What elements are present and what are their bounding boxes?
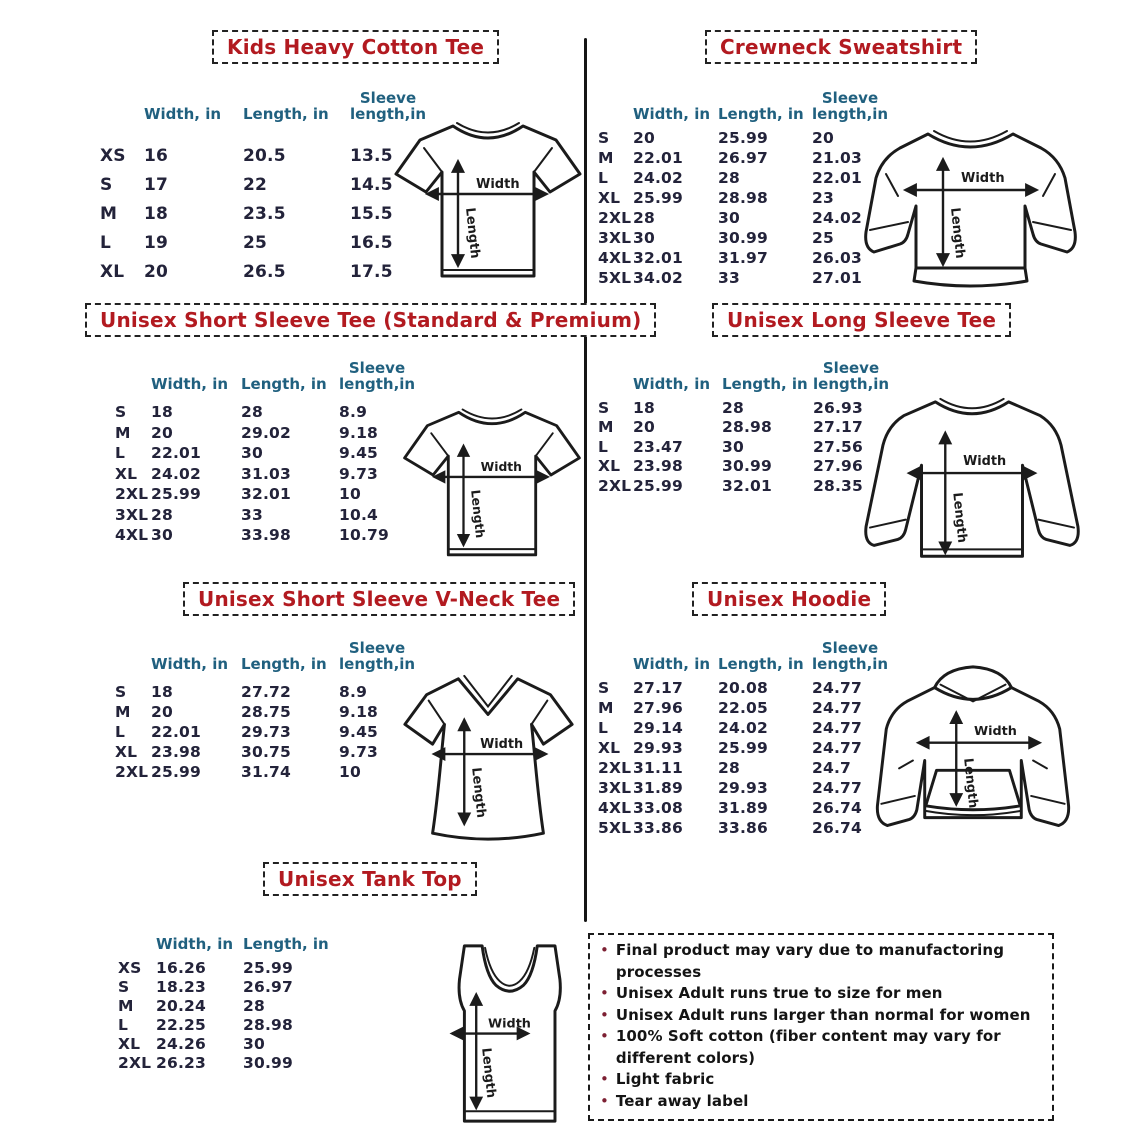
- cell-value: 20: [144, 261, 169, 282]
- table-row: [115, 443, 419, 464]
- width-arrow-label: Width: [961, 171, 1005, 186]
- size-label: S: [118, 977, 130, 996]
- size-label: 2XL: [115, 763, 149, 781]
- cell-value: 33.98: [241, 526, 292, 545]
- cell-value: 23.5: [243, 203, 286, 224]
- table-row: [115, 702, 419, 722]
- cell-value: 18: [144, 203, 169, 224]
- cell-value: 30: [722, 437, 744, 456]
- column-header: Width, in: [156, 935, 234, 953]
- cell-value: 25.99: [243, 958, 294, 977]
- column-header: Length, in: [718, 105, 804, 123]
- table-row: [598, 398, 898, 418]
- table-row: [598, 778, 897, 798]
- cell-value: 26.97: [718, 149, 769, 167]
- cell-value: 19: [144, 232, 169, 253]
- cell-value: 26.93: [813, 398, 864, 417]
- size-label: XL: [598, 457, 621, 476]
- column-header: Length, in: [722, 375, 808, 393]
- cell-value: 16.26: [156, 958, 207, 977]
- size-label: L: [118, 1015, 129, 1034]
- table-row: [598, 168, 897, 188]
- table-row: [118, 996, 353, 1015]
- cell-value: 24.02: [633, 169, 684, 187]
- note-item: [600, 1005, 1042, 1027]
- cell-value: 14.5: [350, 174, 393, 195]
- hoodie-illustration: [868, 658, 1078, 860]
- size-label: S: [598, 398, 610, 417]
- table-row: [118, 1053, 353, 1072]
- size-label: L: [598, 719, 609, 737]
- cell-value: 30.99: [718, 229, 769, 247]
- cell-value: 26.5: [243, 261, 286, 282]
- cell-value: 25.99: [151, 485, 202, 504]
- size-label: XL: [118, 1034, 141, 1053]
- cell-value: 27.96: [813, 457, 864, 476]
- length-arrow-label: Length: [468, 766, 489, 819]
- size-label: S: [100, 174, 113, 195]
- column-header: Width, in: [633, 105, 711, 123]
- cell-value: 9.18: [339, 423, 379, 442]
- cell-value: 32.01: [633, 249, 684, 267]
- cell-value: 22.01: [633, 149, 684, 167]
- cell-value: 29.02: [241, 423, 292, 442]
- cell-value: 18.23: [156, 977, 207, 996]
- table-row: [118, 958, 353, 977]
- table-row: [115, 402, 419, 423]
- cell-value: 28: [151, 505, 173, 524]
- note-item: [600, 1091, 1042, 1113]
- table-row: [115, 742, 419, 762]
- table-row: [598, 188, 897, 208]
- cell-value: 28: [633, 209, 655, 227]
- table-row: [598, 437, 898, 457]
- cell-value: 25.99: [633, 189, 684, 207]
- cell-value: 33.08: [633, 799, 684, 817]
- cell-value: 33.86: [718, 819, 769, 837]
- cell-value: 24.77: [812, 779, 863, 797]
- size-label: XL: [598, 189, 621, 207]
- cell-value: 28: [241, 403, 263, 422]
- cell-value: 9.45: [339, 723, 379, 741]
- table-row: [598, 208, 897, 228]
- cell-value: 20: [633, 129, 655, 147]
- cell-value: 28: [722, 398, 744, 417]
- column-header: Length, in: [243, 105, 329, 123]
- bullet-icon: •: [600, 1091, 609, 1110]
- table-row: [598, 738, 897, 758]
- cell-value: 27.56: [813, 437, 864, 456]
- cell-value: 22.05: [718, 699, 769, 717]
- cell-value: 20: [633, 418, 655, 437]
- crewneck-illustration: [858, 116, 1083, 306]
- cell-value: 23: [812, 189, 834, 207]
- cell-value: 15.5: [350, 203, 393, 224]
- note-text: Unisex Adult runs true to size for men: [615, 984, 943, 1002]
- column-header: Length, in: [241, 375, 327, 393]
- cell-value: 24.02: [812, 209, 863, 227]
- note-text: 100% Soft cotton (fiber content may vary for different colors): [615, 1027, 1001, 1067]
- size-label: XS: [118, 958, 142, 977]
- cell-value: 33: [241, 505, 263, 524]
- cell-value: 9.73: [339, 464, 379, 483]
- width-arrow-label: Width: [963, 454, 1007, 470]
- cell-value: 31.97: [718, 249, 769, 267]
- table-row: [598, 248, 897, 268]
- column-header: Length, in: [241, 655, 327, 673]
- cell-value: 22.01: [151, 723, 202, 741]
- cell-value: 28.75: [241, 703, 292, 721]
- cell-value: 22.01: [151, 444, 202, 463]
- cell-value: 28: [718, 759, 740, 777]
- bullet-icon: •: [600, 1070, 609, 1088]
- size-label: 2XL: [598, 209, 632, 227]
- cell-value: 30: [633, 229, 655, 247]
- cell-value: 10: [339, 485, 361, 504]
- cell-value: 25.99: [151, 763, 202, 781]
- cell-value: 18: [151, 683, 173, 701]
- size-table-unisex-hoodie: [598, 632, 897, 838]
- section-title-crewneck-sweatshirt: Crewneck Sweatshirt: [705, 30, 977, 64]
- size-table-unisex-v-neck-tee: [115, 632, 419, 782]
- cell-value: 20.08: [718, 679, 769, 697]
- cell-value: 27.17: [813, 418, 864, 437]
- column-header: Width, in: [151, 655, 229, 673]
- note-item: [600, 983, 1042, 1005]
- table-row: [598, 228, 897, 248]
- cell-value: 30: [151, 526, 173, 545]
- table-row: [598, 818, 897, 838]
- cell-value: 32.01: [722, 476, 773, 495]
- column-header: Length, in: [243, 935, 329, 953]
- cell-value: 24.26: [156, 1034, 207, 1053]
- size-label: M: [118, 996, 134, 1015]
- bullet-icon: •: [600, 941, 609, 959]
- cell-value: 31.03: [241, 464, 292, 483]
- size-label: XL: [100, 261, 125, 282]
- table-row: [598, 457, 898, 477]
- cell-value: 27.17: [633, 679, 684, 697]
- cell-value: 25.99: [633, 476, 684, 495]
- cell-value: 16.5: [350, 232, 393, 253]
- cell-value: 28: [243, 996, 265, 1015]
- size-label: L: [598, 437, 609, 456]
- column-header: Sleeve length,in: [812, 639, 889, 673]
- cell-value: 9.73: [339, 743, 379, 761]
- cell-value: 26.23: [156, 1053, 207, 1072]
- cell-value: 28: [718, 169, 740, 187]
- cell-value: 31.89: [633, 779, 684, 797]
- table-row: [115, 505, 419, 526]
- bullet-icon: •: [600, 1027, 609, 1045]
- size-label: M: [598, 699, 614, 717]
- cell-value: 27.01: [812, 269, 863, 287]
- size-label: L: [100, 232, 112, 253]
- section-title-unisex-v-neck-tee: Unisex Short Sleeve V-Neck Tee: [183, 582, 575, 616]
- table-row: [118, 1034, 353, 1053]
- cell-value: 10.4: [339, 505, 379, 524]
- table-row: [115, 762, 419, 782]
- cell-value: 10: [339, 763, 361, 781]
- cell-value: 8.9: [339, 403, 368, 422]
- size-table-unisex-tank-top: [118, 912, 353, 1072]
- size-label: M: [115, 703, 131, 721]
- cell-value: 20: [151, 703, 173, 721]
- length-arrow-label: Length: [478, 1047, 499, 1099]
- length-arrow-label: Length: [949, 491, 970, 544]
- size-label: 2XL: [598, 476, 632, 495]
- cell-value: 9.45: [339, 444, 379, 463]
- table-row: [598, 476, 898, 496]
- width-arrow-label: Width: [476, 177, 520, 192]
- size-label: M: [598, 149, 614, 167]
- table-row: [118, 977, 353, 996]
- cell-value: 33.86: [633, 819, 684, 837]
- cell-value: 30.75: [241, 743, 292, 761]
- cell-value: 24.77: [812, 719, 863, 737]
- size-label: M: [598, 418, 614, 437]
- table-row: [598, 758, 897, 778]
- cell-value: 28.98: [722, 418, 773, 437]
- length-arrow-label: Length: [468, 489, 488, 539]
- table-row: [598, 128, 897, 148]
- column-header: Sleeve length,in: [339, 639, 416, 673]
- cell-value: 28.98: [718, 189, 769, 207]
- tank-top-illustration: [410, 938, 570, 1130]
- table-row: [598, 418, 898, 438]
- width-arrow-label: Width: [973, 723, 1017, 739]
- size-label: L: [115, 444, 126, 463]
- cell-value: 23.98: [633, 457, 684, 476]
- section-title-unisex-tank-top: Unisex Tank Top: [263, 862, 477, 896]
- cell-value: 23.98: [151, 743, 202, 761]
- size-label: XL: [115, 743, 138, 761]
- size-table-unisex-short-sleeve-tee: [115, 352, 419, 546]
- cell-value: 22.25: [156, 1015, 207, 1034]
- cell-value: 18: [633, 398, 655, 417]
- cell-value: 16: [144, 145, 169, 166]
- width-arrow-label: Width: [480, 737, 524, 753]
- cell-value: 26.74: [812, 799, 863, 817]
- cell-value: 34.02: [633, 269, 684, 287]
- cell-value: 27.72: [241, 683, 292, 701]
- cell-value: 30: [718, 209, 740, 227]
- column-header: Sleeve length,in: [813, 359, 890, 393]
- v-neck-tee-illustration: [396, 663, 581, 851]
- size-label: 3XL: [598, 229, 632, 247]
- section-title-unisex-hoodie: Unisex Hoodie: [692, 582, 886, 616]
- size-label: S: [598, 679, 610, 697]
- cell-value: 22.01: [812, 169, 863, 187]
- table-row: [115, 484, 419, 505]
- cell-value: 25: [243, 232, 268, 253]
- size-label: 4XL: [598, 249, 632, 267]
- cell-value: 26.97: [243, 977, 294, 996]
- length-arrow-label: Length: [462, 206, 483, 260]
- cell-value: 26.74: [812, 819, 863, 837]
- size-label: 2XL: [598, 759, 632, 777]
- size-label: M: [100, 203, 118, 224]
- tee-illustration: [388, 110, 588, 295]
- cell-value: 8.9: [339, 683, 368, 701]
- size-label: L: [115, 723, 126, 741]
- table-row: [598, 148, 897, 168]
- size-label: XS: [100, 145, 126, 166]
- table-row: [598, 718, 897, 738]
- size-label: L: [598, 169, 609, 187]
- cell-value: 20: [812, 129, 834, 147]
- cell-value: 24.77: [812, 679, 863, 697]
- note-text: Final product may vary due to manufactoring processes: [615, 941, 1005, 981]
- cell-value: 24.02: [718, 719, 769, 737]
- note-text: Light fabric: [615, 1070, 715, 1088]
- note-text: Unisex Adult runs larger than normal for women: [615, 1005, 1031, 1024]
- cell-value: 20.24: [156, 996, 207, 1015]
- width-arrow-label: Width: [480, 460, 522, 475]
- cell-value: 31.74: [241, 763, 292, 781]
- table-row: [115, 525, 419, 546]
- column-header: Length, in: [718, 655, 804, 673]
- cell-value: 28.35: [813, 476, 864, 495]
- table-row: [598, 678, 897, 698]
- cell-value: 21.03: [812, 149, 863, 167]
- size-label: S: [598, 129, 610, 147]
- width-arrow-label: Width: [488, 1016, 531, 1032]
- cell-value: 32.01: [241, 485, 292, 504]
- size-label: 4XL: [115, 526, 149, 545]
- cell-value: 28.98: [243, 1015, 294, 1034]
- size-label: 5XL: [598, 819, 632, 837]
- size-label: XL: [115, 464, 138, 483]
- cell-value: 22: [243, 174, 268, 195]
- cell-value: 13.5: [350, 145, 393, 166]
- column-header: Sleeve length,in: [350, 89, 427, 123]
- cell-value: 31.89: [718, 799, 769, 817]
- cell-value: 26.03: [812, 249, 863, 267]
- cell-value: 24.02: [151, 464, 202, 483]
- section-title-kids-heavy-cotton-tee: Kids Heavy Cotton Tee: [212, 30, 499, 64]
- size-label: 5XL: [598, 269, 632, 287]
- cell-value: 18: [151, 403, 173, 422]
- note-item: [600, 1026, 1042, 1069]
- section-title-unisex-short-sleeve-tee: Unisex Short Sleeve Tee (Standard & Premium): [85, 303, 656, 337]
- length-arrow-label: Length: [947, 206, 968, 260]
- cell-value: 30: [243, 1034, 265, 1053]
- cell-value: 29.93: [718, 779, 769, 797]
- cell-value: 29.73: [241, 723, 292, 741]
- cell-value: 30.99: [243, 1053, 294, 1072]
- column-header: Width, in: [144, 105, 222, 123]
- table-row: [118, 1015, 353, 1034]
- bullet-icon: •: [600, 984, 609, 1002]
- table-row: [115, 423, 419, 444]
- cell-value: 29.14: [633, 719, 684, 737]
- table-row: [115, 464, 419, 485]
- size-label: S: [115, 403, 127, 422]
- long-sleeve-tee-illustration: [855, 386, 1090, 584]
- size-label: 3XL: [115, 505, 149, 524]
- column-header: Sleeve length,in: [339, 359, 416, 393]
- cell-value: 20: [151, 423, 173, 442]
- table-row: [115, 682, 419, 702]
- size-table-unisex-long-sleeve-tee: [598, 352, 898, 496]
- note-item: [600, 1069, 1042, 1091]
- size-label: 4XL: [598, 799, 632, 817]
- product-notes-box: [588, 933, 1054, 1121]
- note-item: [600, 940, 1042, 983]
- column-header: Width, in: [151, 375, 229, 393]
- size-label: 2XL: [118, 1053, 152, 1072]
- column-header: Sleeve length,in: [812, 89, 889, 123]
- cell-value: 23.47: [633, 437, 684, 456]
- table-row: [598, 268, 897, 288]
- cell-value: 25.99: [718, 739, 769, 757]
- column-header: Width, in: [633, 655, 711, 673]
- cell-value: 17.5: [350, 261, 393, 282]
- tee-illustration: [397, 396, 587, 574]
- table-row: [598, 798, 897, 818]
- cell-value: 25.99: [718, 129, 769, 147]
- note-text: Tear away label: [615, 1091, 749, 1110]
- cell-value: 27.96: [633, 699, 684, 717]
- cell-value: 30.99: [722, 457, 773, 476]
- cell-value: 25: [812, 229, 834, 247]
- size-label: M: [115, 423, 131, 442]
- cell-value: 24.77: [812, 739, 863, 757]
- bullet-icon: •: [600, 1005, 609, 1024]
- size-label: 2XL: [115, 485, 149, 504]
- table-row: [115, 722, 419, 742]
- size-label: XL: [598, 739, 621, 757]
- cell-value: 9.18: [339, 703, 379, 721]
- column-header: Width, in: [633, 375, 711, 393]
- cell-value: 31.11: [633, 759, 684, 777]
- cell-value: 29.93: [633, 739, 684, 757]
- cell-value: 24.77: [812, 699, 863, 717]
- length-arrow-label: Length: [960, 757, 981, 809]
- cell-value: 20.5: [243, 145, 286, 166]
- size-table-crewneck-sweatshirt: [598, 82, 897, 288]
- cell-value: 10.79: [339, 526, 390, 545]
- section-title-unisex-long-sleeve-tee: Unisex Long Sleeve Tee: [712, 303, 1011, 337]
- size-label: S: [115, 683, 127, 701]
- cell-value: 17: [144, 174, 169, 195]
- table-row: [598, 698, 897, 718]
- cell-value: 33: [718, 269, 740, 287]
- size-label: 3XL: [598, 779, 632, 797]
- cell-value: 24.7: [812, 759, 852, 777]
- cell-value: 30: [241, 444, 263, 463]
